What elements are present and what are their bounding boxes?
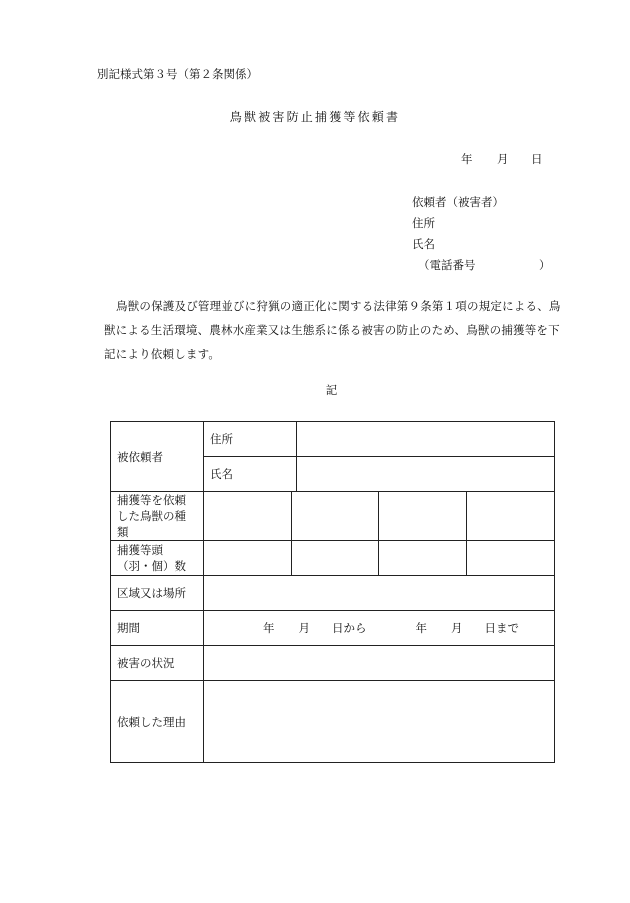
count-label: 捕獲等頭（羽・個）数 — [111, 541, 204, 576]
reason-field[interactable] — [204, 681, 555, 763]
requestee-name-field[interactable] — [297, 457, 555, 492]
document-title: 鳥獣被害防止捕獲等依頼書 — [229, 110, 401, 124]
period-month-2: 月 — [451, 621, 463, 635]
requester-heading: 依頼者（被害者） — [412, 195, 504, 209]
body-text: 鳥獣の保護及び管理並びに狩猟の適正化に関する法律第９条第１項の規定による、鳥獣による生活環境、農林水産業又は生態系に係る被害の防止のため、鳥獣の捕獲等を下記により依頼します。 — [104, 299, 561, 361]
area-field[interactable] — [204, 576, 555, 611]
period-from: 日から — [332, 621, 367, 635]
date-year: 年 — [461, 152, 473, 166]
requester-address-label: 住所 — [412, 216, 435, 230]
species-cell-3[interactable] — [379, 492, 467, 541]
count-cell-3[interactable] — [379, 541, 467, 576]
date-month: 月 — [497, 152, 509, 166]
date-day: 日 — [531, 152, 543, 166]
requester-name-label: 氏名 — [412, 237, 435, 251]
count-cell-1[interactable] — [204, 541, 292, 576]
species-cell-4[interactable] — [467, 492, 555, 541]
requestee-address-label: 住所 — [204, 422, 297, 457]
count-cell-2[interactable] — [292, 541, 379, 576]
form-id: 別記様式第３号（第２条関係） — [97, 67, 258, 81]
period-month-1: 月 — [298, 621, 310, 635]
count-cell-4[interactable] — [467, 541, 555, 576]
request-table — [110, 421, 555, 763]
reason-label: 依頼した理由 — [111, 681, 204, 763]
period-year-1: 年 — [263, 621, 275, 635]
period-field[interactable] — [204, 611, 555, 646]
damage-field[interactable] — [204, 646, 555, 681]
requestee-label: 被依頼者 — [111, 422, 204, 492]
requestee-name-label: 氏名 — [204, 457, 297, 492]
ki-heading: 記 — [325, 383, 338, 397]
requestee-address-field[interactable] — [297, 422, 555, 457]
damage-label: 被害の状況 — [111, 646, 204, 681]
period-label: 期間 — [111, 611, 204, 646]
requester-phone-open: （電話番号 — [418, 258, 476, 272]
period-until: 日まで — [484, 621, 519, 635]
species-label: 捕獲等を依頼した鳥獣の種類 — [111, 492, 204, 541]
period-year-2: 年 — [415, 621, 427, 635]
species-cell-2[interactable] — [292, 492, 379, 541]
requester-phone-close: ） — [539, 258, 551, 272]
area-label: 区域又は場所 — [111, 576, 204, 611]
species-cell-1[interactable] — [204, 492, 292, 541]
